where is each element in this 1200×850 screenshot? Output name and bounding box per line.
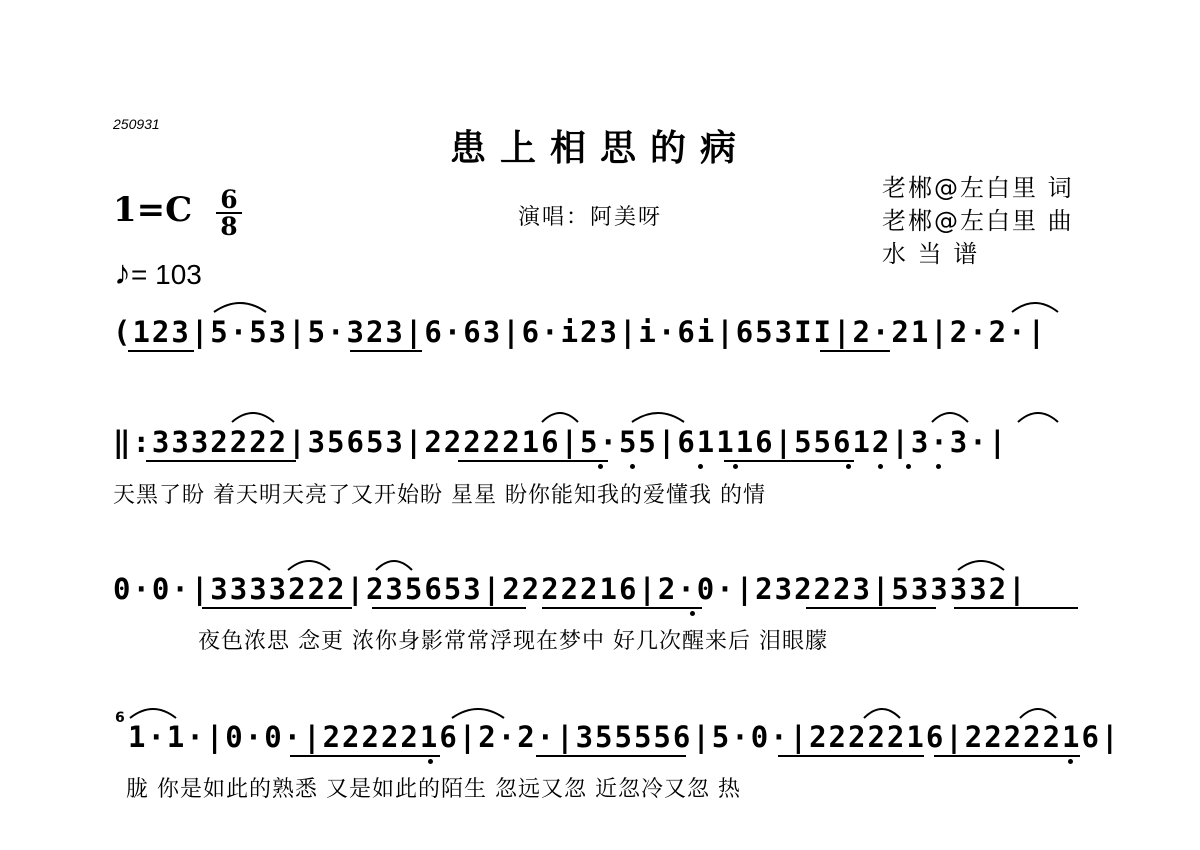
tie-arc (630, 408, 686, 424)
beam-underline (202, 607, 352, 609)
tie-arc (862, 704, 902, 720)
song-code: 250931 (113, 116, 160, 132)
eighth-note-icon: ♪ (114, 254, 131, 292)
tie-arc (128, 704, 178, 720)
beam-underline (458, 460, 608, 462)
tie-arc (450, 704, 506, 720)
beam-underline (806, 607, 936, 609)
tie-arc (1010, 298, 1060, 314)
tempo-value: = 103 (131, 259, 202, 290)
tie-arc (286, 556, 332, 572)
octave-dot (846, 464, 851, 469)
beam-underline (350, 350, 422, 352)
octave-dot (733, 464, 738, 469)
notation-line-1: (123|5·53|5·323|6·63|6·i23|i·6i|653II|2·21|2·2·| (113, 315, 1048, 349)
beam-underline (290, 755, 440, 757)
octave-dot (690, 611, 695, 616)
beam-underline (536, 755, 686, 757)
beam-underline (372, 607, 526, 609)
octave-dot (1068, 759, 1073, 764)
lyrics-line-3: 胧 你是如此的熟悉 又是如此的陌生 忽远又忽 近忽冷又忽 热 (126, 777, 741, 802)
singer-label: 演唱：阿美呀 (518, 205, 663, 230)
beam-underline (934, 755, 1080, 757)
grace-note-6: 6 (115, 710, 125, 726)
time-signature-bottom: 8 (220, 212, 238, 241)
beam-underline (778, 755, 924, 757)
tie-arc (374, 556, 414, 572)
beam-underline (820, 350, 890, 352)
tie-arc (230, 408, 276, 424)
octave-dot (428, 759, 433, 764)
tempo-marking (114, 254, 202, 293)
notation-line-2: ‖:3332222|35653|2222216|5·55|61116|55612|3·3·| (113, 425, 1009, 459)
lyrics-line-2: 夜色浓思 念更 浓你身影常常浮现在梦中 好几次醒来后 泪眼朦 (198, 629, 828, 654)
tie-arc (930, 408, 970, 424)
credit-transcriber: 水 当 谱 (882, 240, 980, 268)
beam-underline (954, 607, 1078, 609)
octave-dot (906, 464, 911, 469)
song-title: 患上相思的病 (449, 128, 750, 169)
lyrics-line-1: 天黑了盼 着天明天亮了又开始盼 星星 盼你能知我的爱懂我 的情 (113, 483, 766, 508)
octave-dot (698, 464, 703, 469)
octave-dot (936, 464, 941, 469)
tie-arc (540, 408, 580, 424)
tie-arc (956, 556, 1006, 572)
time-signature (216, 185, 242, 241)
time-signature-top: 6 (220, 185, 238, 214)
beam-underline (128, 350, 194, 352)
credit-lyricist: 老郴@左白里 词 (882, 174, 1074, 202)
notation-line-4: 1·1·|0·0·|2222216|2·2·|355556|5·0·|2222216|2222216| (128, 720, 1121, 754)
beam-underline (146, 460, 296, 462)
tie-arc (212, 298, 268, 314)
octave-dot (630, 464, 635, 469)
credit-composer: 老郴@左白里 曲 (882, 207, 1074, 235)
octave-dot (598, 464, 603, 469)
tie-arc (1016, 408, 1060, 424)
notation-line-3: 0·0·|3333222|235653|2222216|2·0·|232223|533332| (113, 572, 1028, 606)
key-signature: 1=C (113, 190, 193, 230)
beam-underline (724, 460, 854, 462)
tie-arc (1018, 704, 1058, 720)
octave-dot (878, 464, 883, 469)
beam-underline (542, 607, 702, 609)
